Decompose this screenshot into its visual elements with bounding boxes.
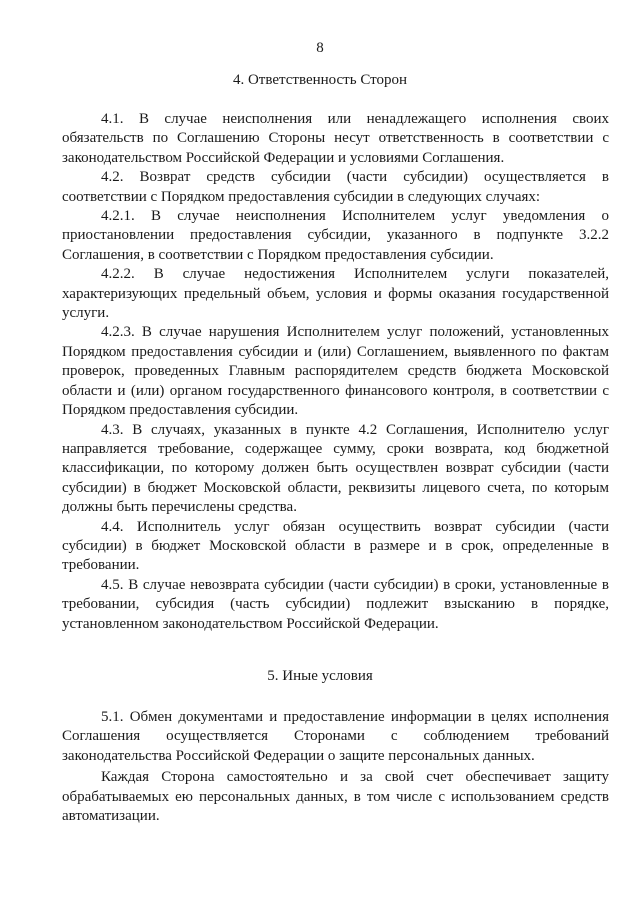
paragraph-4-4: 4.4. Исполнитель услуг обязан осуществить возврат субсидии (части субсидии) в бюджет Московской области в размере и в срок, определенные в требовании. — [62, 518, 609, 574]
paragraph-4-2: 4.2. Возврат средств субсидии (части субсидии) осуществляется в соответствии с Порядком предоставления субсидии в следующих случаях: — [62, 169, 609, 205]
paragraph-5-2: Каждая Сторона самостоятельно и за свой счет обеспечивает защиту обрабатываемых ею персональных данных, в том числе с использованием средств автоматизации. — [62, 769, 609, 825]
section-4-title: 4. Ответственность Сторон — [232, 72, 408, 88]
paragraph-4-2-3: 4.2.3. В случае нарушения Исполнителем услуг положений, установленных Порядком предоставления субсидии и (или) Соглашением, выявленного по фактам проверок, проведенных Главным распорядителем средств бюджета Московской области и (или) органом государственного финансового контроля, в соответствии с Порядком предоставления субсидии. — [62, 324, 609, 419]
page-number: 8 — [316, 40, 324, 56]
paragraph-5-1: 5.1. Обмен документами и предоставление информации в целях исполнения Соглашения осуществляется Сторонами с соблюдением требований законодательства Российской Федерации о защите персональных данных. — [62, 709, 609, 764]
section-5-body — [62, 708, 609, 826]
section-4-body — [62, 110, 609, 634]
section-5-title: 5. Иные условия — [267, 668, 373, 684]
paragraph-4-2-1: 4.2.1. В случае неисполнения Исполнителем услуг уведомления о приостановлении предоставления субсидии, указанного в подпункте 3.2.2 Соглашения, в соответствии с Порядком предоставления субсидии. — [62, 208, 609, 263]
paragraph-4-3: 4.3. В случаях, указанных в пункте 4.2 Соглашения, Исполнителю услуг направляется требование, содержащее сумму, сроки возврата, код бюджетной классификации, по которому должен быть осуществлен возврат субсидии (части субсидии) в бюджет Московской области, реквизиты лицевого счета, по которым должны быть перечислены средства. — [62, 421, 609, 516]
paragraph-4-5: 4.5. В случае невозврата субсидии (части субсидии) в сроки, установленные в требовании, субсидия (часть субсидии) подлежит взысканию в порядке, установленном законодательством Российской Федерации. — [62, 576, 609, 632]
paragraph-4-1: 4.1. В случае неисполнения или ненадлежащего исполнения своих обязательств по Соглашению Стороны несут ответственность в соответствии с законодательством Российской Федерации и условиями Соглашения. — [62, 111, 609, 166]
paragraph-4-2-2: 4.2.2. В случае недостижения Исполнителем услуги показателей, характеризующих предельный объем, условия и формы оказания государственной услуги. — [62, 266, 609, 322]
